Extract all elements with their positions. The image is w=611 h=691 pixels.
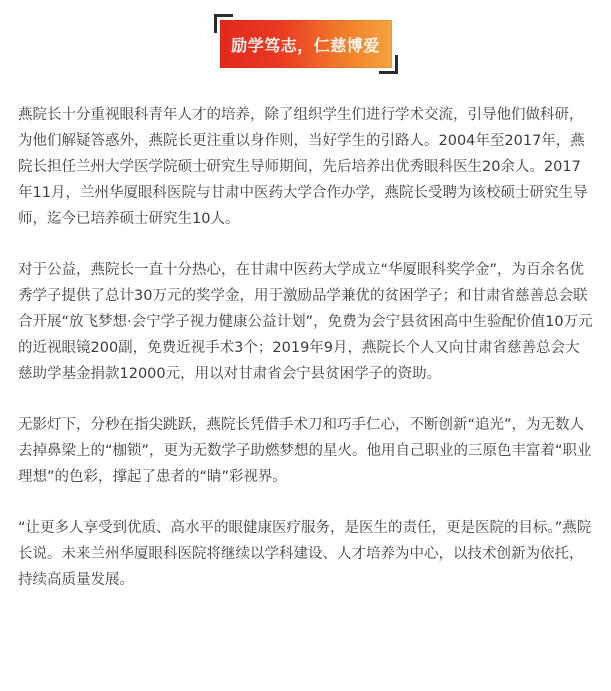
paragraph-surgery: 无影灯下，分秒在指尖跳跃，燕院长凭借手术刀和巧手仁心，不断创新“追光”，为无数人去掉鼻梁上的“枷锁”，更为无数学子助燃梦想的星火。他用自己职业的三原色丰富着“职业理想”的色彩，撑起了患者的“睛”彩视界。 (18, 417, 592, 485)
banner-container (0, 16, 611, 72)
section-banner (220, 20, 392, 68)
banner-title: 励学笃志，仁慈博爱 (231, 35, 380, 55)
article-body (18, 102, 594, 593)
paragraph-quote: “让更多人享受到优质、高水平的眼健康医疗服务，是医生的责任，更是医院的目标。”燕院长说。未来兰州华厦眼科医院将继续以学科建设、人才培养为中心，以技术创新为依托，持续高质量发展。 (18, 520, 592, 588)
paragraph-charity: 对于公益，燕院长一直十分热心，在甘肃中医药大学成立“华厦眼科奖学金”，为百余名优秀学子提供了总计30万元的奖学金，用于激励品学兼优的贫困学子；和甘肃省慈善总会联合开展“放飞梦想·会宁学子视力健康公益计划”，免费为会宁县贫困高中生验配价值10万元的近视眼镜200副，免费近视手术3个；2019年9月，燕院长个人又向甘肃省慈善总会大慈助学基金捐款12000元，用以对甘肃省会宁县贫困学子的资助。 (18, 262, 593, 382)
paragraph-training: 燕院长十分重视眼科青年人才的培养，除了组织学生们进行学术交流，引导他们做科研，为他们解疑答惑外，燕院长更注重以身作则，当好学生的引路人。2004年至2017年，燕院长担任兰州大学医学院硕士研究生导师期间，先后培养出优秀眼科医生20余人。2017年11月，兰州华厦眼科医院与甘肃中医药大学合作办学，燕院长受聘为该校硕士研究生导师，迄今已培养硕士研究生10人。 (18, 107, 588, 227)
